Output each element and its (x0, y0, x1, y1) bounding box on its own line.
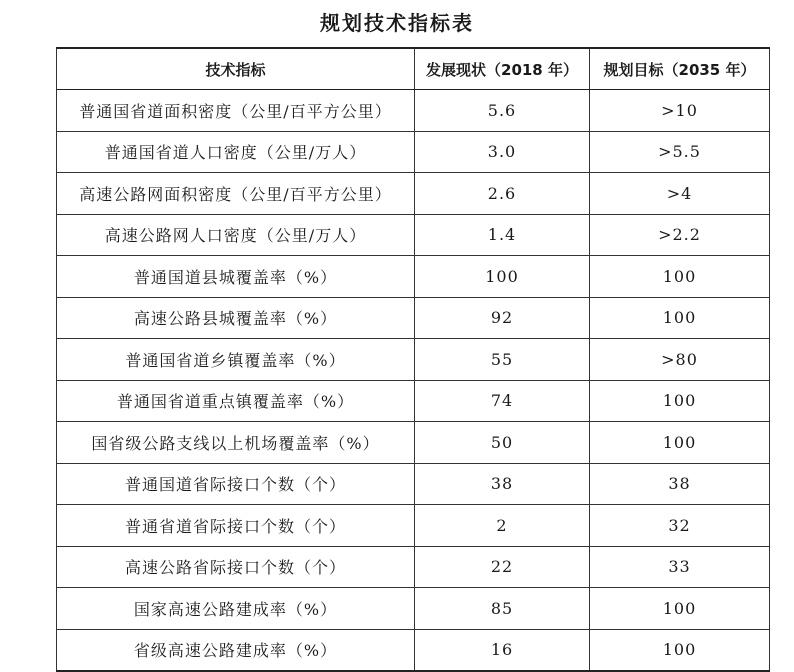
table-row (57, 629, 770, 671)
target-value-cell: >4 (590, 173, 770, 215)
table-row (57, 380, 770, 422)
current-value-cell: 38 (415, 463, 590, 505)
current-value-cell: 50 (415, 422, 590, 464)
table-row (57, 546, 770, 588)
target-value-cell: >10 (590, 90, 770, 132)
current-value-cell: 2 (415, 505, 590, 547)
indicator-cell: 省级高速公路建成率（%） (57, 629, 415, 671)
target-value-cell: 100 (590, 297, 770, 339)
target-value-cell: 100 (590, 380, 770, 422)
target-value-cell: 33 (590, 546, 770, 588)
table-row (57, 214, 770, 256)
target-value-cell: 100 (590, 256, 770, 298)
current-value-cell: 16 (415, 629, 590, 671)
indicator-cell: 国省级公路支线以上机场覆盖率（%） (57, 422, 415, 464)
table-title: 规划技术指标表 (320, 11, 474, 35)
table-row (57, 505, 770, 547)
target-value-cell: 100 (590, 629, 770, 671)
header-target-2035: 规划目标（2035 年） (590, 48, 770, 90)
current-value-cell: 74 (415, 380, 590, 422)
indicator-cell: 普通省道省际接口个数（个） (57, 505, 415, 547)
indicator-cell: 国家高速公路建成率（%） (57, 588, 415, 630)
current-value-cell: 92 (415, 297, 590, 339)
table-row (57, 422, 770, 464)
current-value-cell: 22 (415, 546, 590, 588)
table-row (57, 339, 770, 381)
current-value-cell: 3.0 (415, 131, 590, 173)
table-row (57, 588, 770, 630)
target-value-cell: >2.2 (590, 214, 770, 256)
target-value-cell: 38 (590, 463, 770, 505)
table-row (57, 173, 770, 215)
indicator-cell: 普通国省道面积密度（公里/百平方公里） (57, 90, 415, 132)
target-value-cell: 100 (590, 588, 770, 630)
indicator-cell: 普通国省道重点镇覆盖率（%） (57, 380, 415, 422)
current-value-cell: 55 (415, 339, 590, 381)
target-value-cell: 32 (590, 505, 770, 547)
header-indicator: 技术指标 (57, 48, 415, 90)
current-value-cell: 85 (415, 588, 590, 630)
header-current-2018: 发展现状（2018 年） (415, 48, 590, 90)
table-row (57, 297, 770, 339)
target-value-cell: 100 (590, 422, 770, 464)
indicator-cell: 普通国道县城覆盖率（%） (57, 256, 415, 298)
indicator-cell: 高速公路县城覆盖率（%） (57, 297, 415, 339)
indicator-cell: 普通国省道乡镇覆盖率（%） (57, 339, 415, 381)
current-value-cell: 5.6 (415, 90, 590, 132)
indicator-cell: 普通国道省际接口个数（个） (57, 463, 415, 505)
indicator-cell: 高速公路网人口密度（公里/万人） (57, 214, 415, 256)
target-value-cell: >80 (590, 339, 770, 381)
current-value-cell: 100 (415, 256, 590, 298)
current-value-cell: 2.6 (415, 173, 590, 215)
table-row (57, 90, 770, 132)
target-value-cell: >5.5 (590, 131, 770, 173)
indicator-cell: 高速公路网面积密度（公里/百平方公里） (57, 173, 415, 215)
table-row (57, 131, 770, 173)
table-row (57, 463, 770, 505)
current-value-cell: 1.4 (415, 214, 590, 256)
technical-indicators-table (56, 47, 770, 672)
table-header-row (57, 48, 770, 90)
table-row (57, 256, 770, 298)
indicator-cell: 高速公路省际接口个数（个） (57, 546, 415, 588)
indicator-cell: 普通国省道人口密度（公里/万人） (57, 131, 415, 173)
